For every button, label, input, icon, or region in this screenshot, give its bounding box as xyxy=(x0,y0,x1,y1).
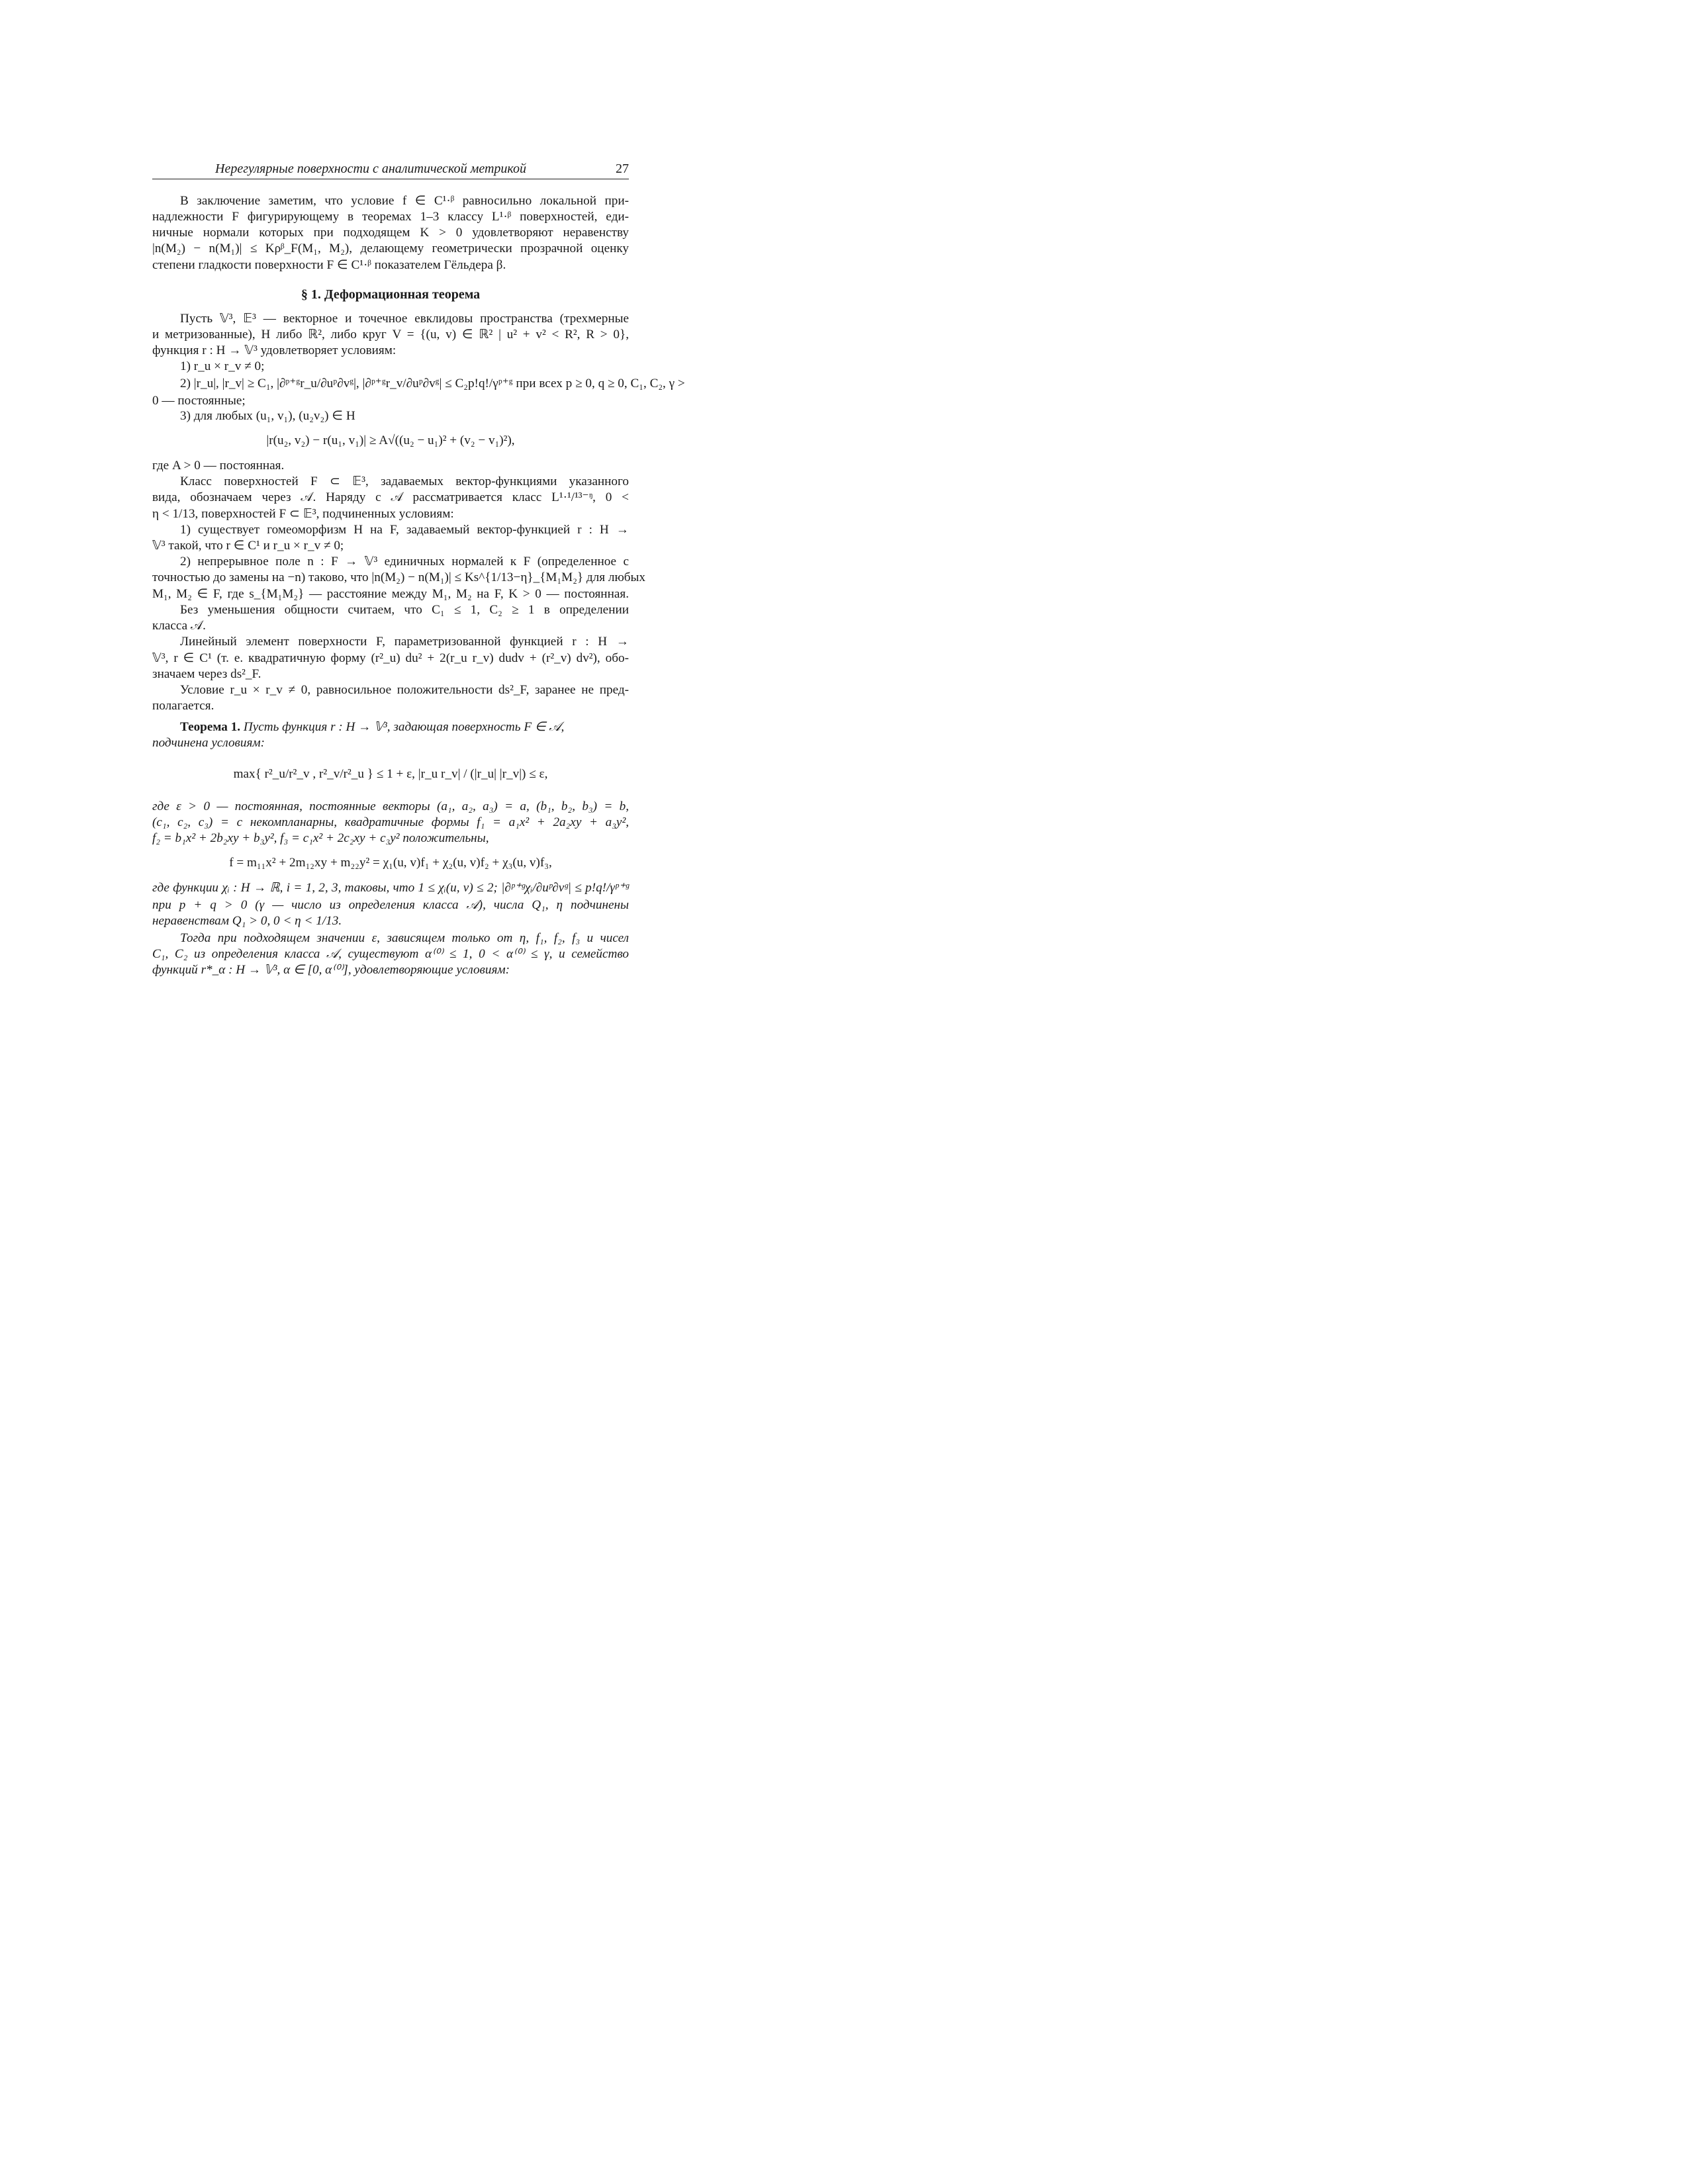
text-line: неравенствам Q₁ > 0, 0 < η < 1/13. xyxy=(152,914,342,928)
text-line: функций r*_α : H → 𝕍³, α ∈ [0, α⁽⁰⁾], удовлетворяющие условиям: xyxy=(152,963,510,977)
theorem-text: Пусть функция r : H → 𝕍³, задающая поверхность F ∈ 𝒜, xyxy=(243,720,565,734)
text-line: 𝕍³ такой, что r ∈ C¹ и r_u × r_v ≠ 0; xyxy=(152,539,344,553)
text-line: Условие r_u × r_v ≠ 0, равносильное положительности ds²_F, заранее не пред- xyxy=(180,683,629,697)
text-line: надлежности F фигурирующему в теоремах 1–3 классу L¹·ᵝ поверхностей, еди- xyxy=(152,210,629,224)
text-line: подчинена условиям: xyxy=(152,736,265,750)
text-line: при p + q > 0 (γ — число из определения класса 𝒜), числа Q₁, η подчинены xyxy=(152,898,629,912)
text-line: В заключение заметим, что условие f ∈ C¹·ᵝ равносильно локальной при- xyxy=(180,194,629,208)
text-line: M₁, M₂ ∈ F, где s_{M₁M₂} — расстояние между M₁, M₂ на F, K > 0 — постоянная. xyxy=(152,587,629,601)
text-line: точностью до замены на −n) таково, что |n(M₂) − n(M₁)| ≤ Ks^{1/13−η}_{M₁M₂} для любых xyxy=(152,570,646,584)
text-line: Линейный элемент поверхности F, параметризованной функцией r : H → xyxy=(180,635,629,649)
text-line: Пусть 𝕍³, 𝔼³ — векторное и точечное евклидовы пространства (трехмерные xyxy=(180,312,629,326)
text-line: функция r : H → 𝕍³ удовлетворяет условиям: xyxy=(152,343,397,357)
text-line: 1) существует гомеоморфизм H на F, задаваемый вектор-функцией r : H → xyxy=(180,523,629,537)
text-line: где ε > 0 — постоянная, постоянные векторы (a₁, a₂, a₃) = a, (b₁, b₂, b₃) = b, xyxy=(152,799,629,813)
text-line: где функции χᵢ : H → ℝ, i = 1, 2, 3, таковы, что 1 ≤ χᵢ(u, v) ≤ 2; |∂ᵖ⁺ᵍχᵢ/∂uᵖ∂vᵍ| ≤ p!q!/γᵖ⁺ᵍ xyxy=(152,881,629,895)
page-number: 27 xyxy=(616,161,629,176)
text-line: 0 — постоянные; xyxy=(152,394,246,408)
text-line: вида, обозначаем через 𝒜. Наряду с 𝒜 рассматривается класс L¹·¹/¹³⁻ᵑ, 0 < xyxy=(152,490,629,504)
text-line: Класс поверхностей F ⊂ 𝔼³, задаваемых вектор-функциями указанного xyxy=(180,475,629,488)
text-line: 𝕍³, r ∈ C¹ (т. е. квадратичную форму (r²_u) du² + 2(r_u r_v) dudv + (r²_v) dv²), обо- xyxy=(152,651,629,665)
text-line: Без уменьшения общности считаем, что C₁ ≤ 1, C₂ ≥ 1 в определении xyxy=(180,603,629,617)
text-line: 1) r_u × r_v ≠ 0; xyxy=(180,359,265,373)
theorem-label: Теорема 1. xyxy=(180,720,241,734)
text-line: (c₁, c₂, c₃) = c некомпланарны, квадратичные формы f₁ = a₁x² + 2a₂xy + a₃y², xyxy=(152,815,629,829)
running-title: Нерегулярные поверхности с аналитической метрикой xyxy=(215,161,526,176)
text-line: |n(M₂) − n(M₁)| ≤ Kρᵝ_F(M₁, M₂), делающему геометрически прозрачной оценку xyxy=(152,242,629,255)
text-line: класса 𝒜. xyxy=(152,619,206,633)
theorem-line xyxy=(180,719,629,735)
text-line: 2) |r_u|, |r_v| ≥ C₁, |∂ᵖ⁺ᵍr_u/∂uᵖ∂vᵍ|, |∂ᵖ⁺ᵍr_v/∂uᵖ∂vᵍ| ≤ C₂p!q!/γᵖ⁺ᵍ при всех p ≥ 0, q ≥ 0, C₁, C₂, γ > xyxy=(180,377,685,390)
text-line: 2) непрерывное поле n : F → 𝕍³ единичных нормалей к F (определенное с xyxy=(180,555,629,569)
text-line: Тогда при подходящем значении ε, зависящем только от η, f₁, f₂, f₃ и чисел xyxy=(180,931,629,945)
text-line: где A > 0 — постоянная. xyxy=(152,459,285,473)
display-formula: |r(u₂, v₂) − r(u₁, v₁)| ≥ A√((u₂ − u₁)² + (v₂ − v₁)²), xyxy=(266,433,515,447)
document-page xyxy=(0,0,821,1062)
text-line: полагается. xyxy=(152,699,214,713)
text-line: значаем через ds²_F. xyxy=(152,667,261,681)
text-line: и метризованные), H либо ℝ², либо круг V = {(u, v) ∈ ℝ² | u² + v² < R², R > 0}, xyxy=(152,328,629,341)
page-header xyxy=(152,160,629,179)
text-line: 3) для любых (u₁, v₁), (u₂v₂) ∈ H xyxy=(180,409,355,423)
text-line: f₂ = b₁x² + 2b₂xy + b₃y², f₃ = c₁x² + 2c₂xy + c₃y² положительны, xyxy=(152,831,489,845)
text-line: степени гладкости поверхности F ∈ C¹·ᵝ показателем Гёльдера β. xyxy=(152,258,506,272)
text-line: C₁, C₂ из определения класса 𝒜, существуют α⁽⁰⁾ ≤ 1, 0 < α⁽⁰⁾ ≤ γ, и семейство xyxy=(152,947,629,961)
display-formula: max{ r²_u/r²_v , r²_v/r²_u } ≤ 1 + ε, |r_u r_v| / (|r_u| |r_v|) ≤ ε, xyxy=(233,767,548,781)
display-formula: f = m₁₁x² + 2m₁₂xy + m₂₂y² = χ₁(u, v)f₁ + χ₂(u, v)f₂ + χ₃(u, v)f₃, xyxy=(229,856,552,870)
section-title: § 1. Деформационная теорема xyxy=(301,287,481,302)
text-line: η < 1/13, поверхностей F ⊂ 𝔼³, подчиненных условиям: xyxy=(152,507,454,521)
text-line: ничные нормали которых при подходящем K > 0 удовлетворяют неравенству xyxy=(152,226,629,240)
